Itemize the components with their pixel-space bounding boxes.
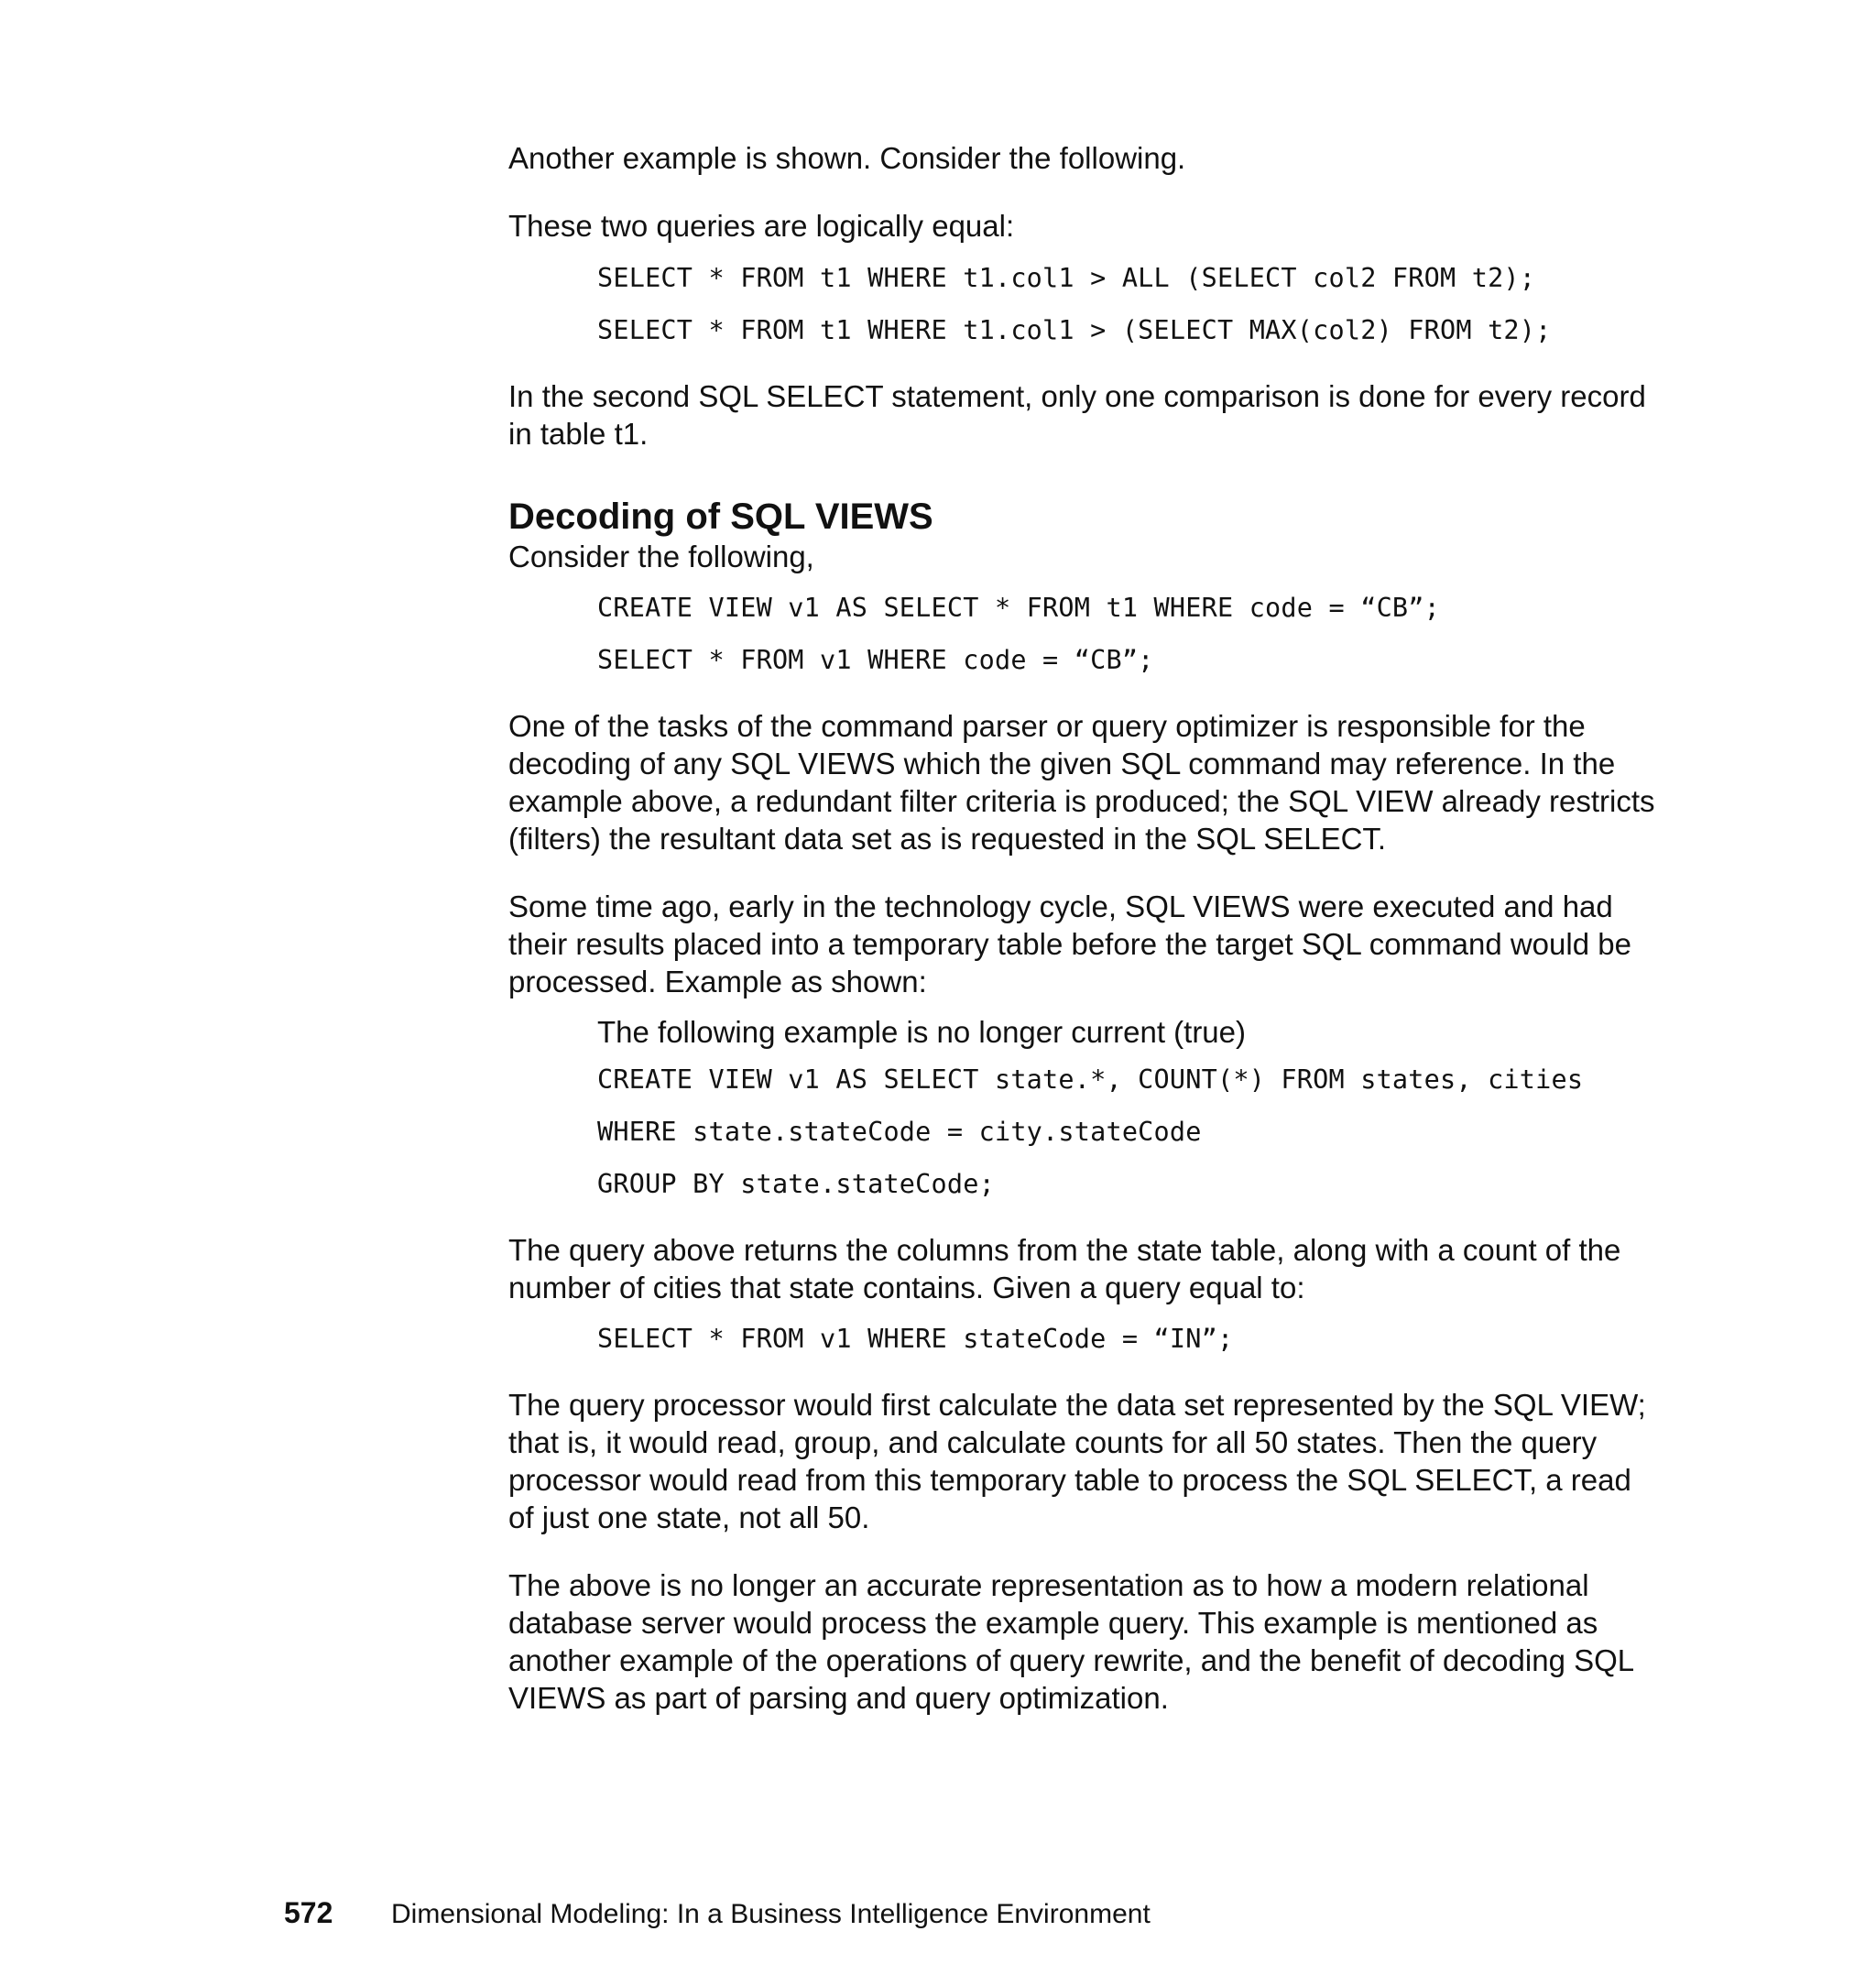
section-paragraph-4: The query above returns the columns from the state table, along with a count of the number of cities that state contains. Given a query equal to: [508, 1233, 1621, 1304]
code-line-select-view: SELECT * FROM v1 WHERE code = “CB”; [597, 645, 1154, 675]
page-number: 572 [284, 1896, 333, 1929]
page-footer [284, 1896, 1151, 1931]
section-paragraph-2: One of the tasks of the command parser or query optimizer is responsible for the decoding of any SQL VIEWS which the given SQL command may reference. In the example above, a redundant filter criteria is produced; the SQL VIEW already restricts (filters) the resultant data set as is requested in the SQL SELECT. [508, 709, 1655, 856]
code-line-max-subquery: SELECT * FROM t1 WHERE t1.col1 > (SELECT MAX(col2) FROM t2); [597, 315, 1552, 345]
section-paragraph-3: Some time ago, early in the technology cycle, SQL VIEWS were executed and had their results placed into a temporary table before the target SQL command would be processed. Example as shown: [508, 889, 1631, 998]
section-paragraph-5: The query processor would first calculate the data set represented by the SQL VIEW; that is, it would read, group, and calculate counts for all 50 states. Then the query processor would read from this temporary table to process the SQL SELECT, a read of just one state, not all 50. [508, 1388, 1646, 1534]
code-line-group-by: GROUP BY state.stateCode; [597, 1169, 995, 1199]
section-heading: Decoding of SQL VIEWS [508, 496, 933, 537]
code-line-create-view: CREATE VIEW v1 AS SELECT * FROM t1 WHERE code = “CB”; [597, 593, 1440, 623]
section-paragraph-1: Consider the following, [508, 540, 814, 573]
page-body [508, 139, 1663, 1717]
intro-paragraph-3: In the second SQL SELECT statement, only one comparison is done for every record in table t1. [508, 379, 1646, 451]
intro-paragraph-2: These two queries are logically equal: [508, 209, 1015, 243]
code-line-select-state: SELECT * FROM v1 WHERE stateCode = “IN”; [597, 1324, 1234, 1354]
section-paragraph-6: The above is no longer an accurate representation as to how a modern relational database server would process the example query. This example is mentioned as another example of the operations of query rewrite, and the benefit of decoding SQL VIEWS as part of parsing and query optimization. [508, 1568, 1633, 1715]
code-line-all-subquery: SELECT * FROM t1 WHERE t1.col1 > ALL (SELECT col2 FROM t2); [597, 263, 1536, 293]
note-text: The following example is no longer current (true) [597, 1015, 1247, 1049]
book-title: Dimensional Modeling: In a Business Intelligence Environment [391, 1899, 1151, 1929]
intro-paragraph-1: Another example is shown. Consider the following. [508, 141, 1186, 175]
code-line-where-join: WHERE state.stateCode = city.stateCode [597, 1117, 1202, 1147]
code-line-create-view-count: CREATE VIEW v1 AS SELECT state.*, COUNT(*) FROM states, cities [597, 1064, 1584, 1095]
